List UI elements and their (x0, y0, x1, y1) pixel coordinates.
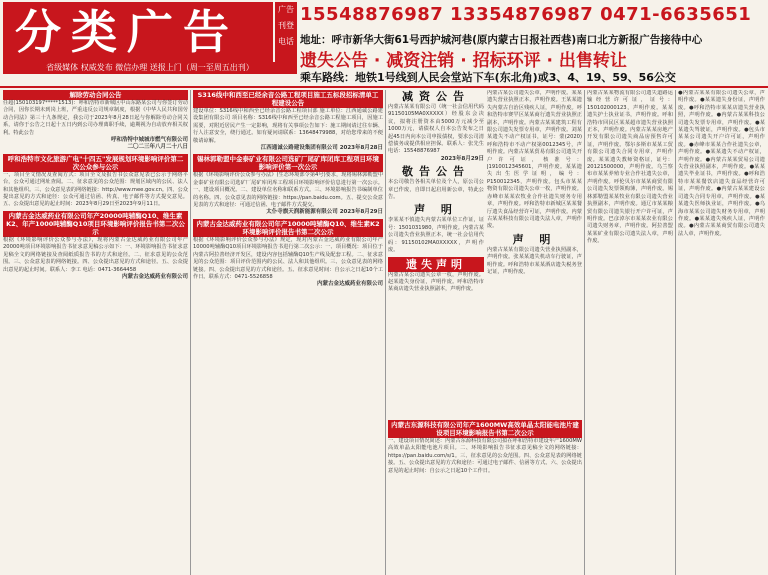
notice-body: 内蒙古某某有限公司（统一社会信用代码91150105MA0XXXXX）经股东会决议，拟将注册资本由5000万元减少至1000万元，请债权人自本公告发布之日起45日内向本公司申报债权，要求公司清偿债务或提供相应担保。联系人：张先生 电话：15548876987 (388, 104, 484, 155)
column-5 (587, 90, 673, 573)
masthead (0, 0, 768, 92)
notice-signature: 江西通诚公路建设集团有限公司 2023年8月28日 (260, 145, 383, 152)
column-3-bottom (388, 420, 582, 573)
notice-body: 根据《环境影响评价公众参与办法》，现将内蒙古金达威药业有限公司年产20000吨项目环境影响报告书征求意见稿公示如下：一、环境影响报告书征求意见稿全文的网络链接及查阅纸质报告书的方式和途径。二、征求意见的公众范围。三、公众意见表的网络链接。四、公众提出意见的方式和途径。五、公众提出意见的起止时间。联系人：李工 电话：0471-3664458 (3, 236, 188, 273)
notice-signature: 内蒙古金达威药业有限公司 (121, 273, 188, 280)
notice-body: 建设单位：S316线中和西至已经余音公路工程项目部 施工单位：江西通诚公路建设集团有限公司 项目名称：S316线中和西至已经余音公路工程施工项目，因施工需要，对附近居民产生一定影响，现将有关事项公告如下：施工期间请过往车辆、行人注意安全，绕行通过。如有疑问请联系：13648479988，对给您带来的不便敬请谅解。 (193, 108, 383, 144)
notice-body: 内蒙古某公司遗失公章，声明作废。某某遗失营业执照正本，声明作废。王某某遗失内蒙古自治区残疾人证，声明作废。呼和浩特市赛罕区某某商行遗失营业执照正副本，声明作废。内蒙古某某建筑工程有限公司遗失发票专用章，声明作废。刘某某遗失不动产权证书，证号：蒙(2020)呼和浩特市不动产权第0012345号，声明作废。内蒙古某某贸易有限公司遗失开户许可证，核准号：J1910012345601，声明作废。某某遗失出生医学证明，编号：P150012345，声明作废。包头市某某物资有限公司遗失公章一枚，声明作废。赤峰市某某农牧业合作社遗失财务专用章，声明作废。呼和浩特市新城区某某餐厅遗失食品经营许可证，声明作废。内蒙古某某科技有限公司遗失法人章，声明作废。 (487, 90, 582, 230)
masthead-slogan: 省级媒体 权威发布 微信办理 送报上门（周一至周五出刊） (3, 62, 297, 74)
office-address: 地址：呼市新华大街61号西护城河巷(原内蒙古日报社西巷)南口北方新报广告接待中心 (300, 34, 703, 46)
lost-notice-banner: 遗失声明 (388, 257, 484, 272)
column-6 (678, 90, 765, 573)
notice-body: 本公司敬告各相关单位及个人，原公司公章已作废，自即日起启用新公章，特此公告。 (388, 179, 484, 201)
notice-heading: 敬告公告 (402, 165, 470, 179)
notice-body: 内蒙古某某物流有限公司遗失道路运输经营许可证，证号：150102000123，声明作废。某某遗失护士执业证书，声明作废。呼和浩特市回民区某某超市遗失营业执照正本，声明作废。内蒙古某某房地产开发有限公司遗失商品房预售许可证，声明作废。鄂尔多斯市某某工贸有限公司遗失合同专用章，声明作废。某某遗失教师资格证，证号：20121500000，声明作废。乌兰察布市某某养殖专业合作社遗失公章，声明作废。呼伦贝尔市某某商贸有限公司遗失发票领购簿，声明作废。锡林郭勒盟某某牧业有限公司遗失营业执照副本，声明作废。通辽市某某粮贸有限公司遗失银行开户许可证，声明作废。巴彦淖尔市某某农业有限公司遗失财务章，声明作废。阿拉善盟某某矿业有限公司遗失法人章，声明作废。 (587, 90, 673, 245)
notice-heading: 声 明 (512, 232, 557, 246)
service-list: 遗失公告 · 减资注销 · 招标环评 · 出售转让 (300, 51, 627, 71)
notice-signature: 2023年8月29日 (440, 155, 484, 162)
notice-body: 任超(150103197*****1513)：呼和浩特市新城区中山东路某公司与你签订劳动合同，因你长期未到岗上班，严重违反公司规章制度，根据《中华人民共和国劳动合同法》第三十九条规定，我公司于2023年8月28日起与你解除劳动合同关系，请你于公告之日起十五日内到公司办理离职手续，逾期视为自动放弃相关权利。特此公告 (3, 100, 188, 136)
notice-body: 内蒙古某公司遗失公章一枚，声明作废。赵某遗失身份证，声明作废。呼和浩特市某商店遗失营业执照副本，声明作废。 (388, 271, 484, 293)
column-rule (385, 90, 386, 575)
notice-signature: 呼和浩特中城城市燃气有限公司 二〇二三年八月二十八日 (110, 137, 188, 151)
column-rule (584, 90, 585, 575)
notice-heading: 内蒙古金达威药业有限公司年产20000吨辅酶Q10、维生素K2、年产1000吨辅酶Q10项目环境影响评价报告书第二次公示 (3, 211, 188, 237)
notice-body: 一、项目全文情况及查阅方式：项目全文及报告书公众意见表已公示于网络平台，公众可通过网址查阅。二、征求意见的公众范围：规划区域内的公民、法人和其他组织。三、公众意见表的网络链接：http://www.mee.gov.cn。四、公众提出意见的方式和途径：公众可通过信函、传真、电子邮件等方式提交意见。五、公众提出意见的起止时间：2023年8月29日至2023年9月11日。 (3, 171, 188, 208)
transit-route: 乘车路线：地铁1号线到人民会堂站下车(东北角)或3、4、19、59、56公交 (300, 71, 676, 84)
column-2 (193, 90, 383, 573)
notice-heading: 内蒙古东源科技有限公司年产1600MW高效单晶太阳能电池片建设项目环境影响报告书第二次公示 (388, 420, 582, 438)
notice-body: 根据《环境影响评价公众参与办法》规定，现对内蒙古金达威药业有限公司年产10000吨辅酶Q10项目环境影响报告书进行第二次公示：一、项目概况：项目位于内蒙古阿拉善经济开发区，建设内容包括辅酶Q10生产线及配套工程。二、征求意见的公众范围：项目评价范围内的公民、法人和其他组织。三、公众意见表的网络链接。四、公众提出意见的方式和途径。五、征求意见时间：自公示之日起10个工作日。联系方式：0471-5526858 (193, 236, 383, 280)
notice-body: 李某某不慎遗失内蒙古某单位工作证，证号：1501031980，声明作废。内蒙古某公司遗失营业执照正本，统一社会信用代码：91150102MA0XXXXX，声明作废。 (388, 217, 484, 254)
notice-heading: 内蒙古金达威药业有限公司年产10000吨辅酶Q10、维生素K2环境影响评价报告书第二次公示 (193, 219, 383, 237)
contact-phones: 15548876987 13354876987 0471-6635651 (300, 4, 752, 25)
header-divider (0, 86, 768, 88)
masthead-logo: 分类广告 (3, 2, 273, 68)
notice-heading: S316线中和西至已经余音公路工程项目施工五标段招标清单工程建设公告 (193, 90, 383, 108)
column-1 (3, 90, 188, 573)
notice-body: 根据《环境影响评价公众参与办法》(生态环境部令第4号)要求，现将锡林郭勒盟中金泰矿业有限公司选矿厂尾矿库闭库工程项目环境影响评价信息进行第一次公示。一、建设项目概况。二、建设单位名称和联系方式。三、环境影响报告书编制单位的名称。四、公众意见表的网络链接：https://pan.baidu.com。五、提交公众意见表的方式和途径：可通过信函、电子邮件方式提交。 (193, 172, 383, 209)
notice-body: 内蒙古某某有限公司遗失营业执照副本，声明作废。张某某遗失机动车行驶证，声明作废。呼和浩特市某某酒店遗失税务登记证，声明作废。 (487, 246, 582, 275)
column-rule (190, 90, 191, 575)
notice-heading: 呼和浩特市文化旅游广电"十四五"发展规划环境影响评价第二次公众参与公示 (3, 154, 188, 172)
notice-heading: 解除劳动合同公告 (3, 90, 188, 100)
notice-body: 一、建设项目情况简述：内蒙古东源科技有限公司拟在呼和浩特市建设年产1600MW高效单晶太阳能电池片项目。二、环境影响报告书征求意见稿全文的网络链接：https://pan.baidu.com/s/1。三、征求意见的公众范围。四、公众意见表的网络链接。五、公众提出意见的方式和途径：可通过电子邮件、信函等方式。六、公众提出意见的起止时间：自公示之日起10个工作日。 (388, 438, 582, 474)
notice-heading: 声 明 (414, 203, 458, 217)
column-4 (487, 90, 582, 418)
notice-heading: 减资公告 (402, 90, 470, 103)
column-rule (675, 90, 676, 575)
ad-hotline-tag: 广告刊登电话 (275, 2, 297, 68)
notice-signature: 太仆寺旗天润新能源有限公司 2023年8月29日 (266, 209, 383, 216)
notice-body: ●内蒙古某某有限公司遗失公章，声明作废。●某某遗失身份证，声明作废。●呼和浩特市某某店遗失营业执照，声明作废。●内蒙古某某科技公司遗失发票专用章，声明作废。●某某遗失驾驶证，声明作废。●包头市某某公司遗失开户许可证，声明作废。●赤峰市某某合作社遗失公章，声明作废。●某某遗失不动产权证，声明作废。●内蒙古某某贸易公司遗失营业执照副本，声明作废。●某某遗失毕业证书，声明作废。●呼和浩特市某某餐饮店遗失食品经营许可证，声明作废。●内蒙古某某建设公司遗失合同专用章，声明作废。●某某遗失医师执业证，声明作废。●乌海市某某公司遗失财务专用章，声明作废。●某某遗失残疾人证，声明作废。●内蒙古某某商贸有限公司遗失法人章，声明作废。 (678, 90, 765, 237)
notice-signature: 内蒙古金达威药业有限公司 (316, 281, 383, 288)
notice-heading: 锡林郭勒盟中金泰矿业有限公司选矿厂尾矿库闭库工程项目环境影响评价第一次公示 (193, 154, 383, 172)
